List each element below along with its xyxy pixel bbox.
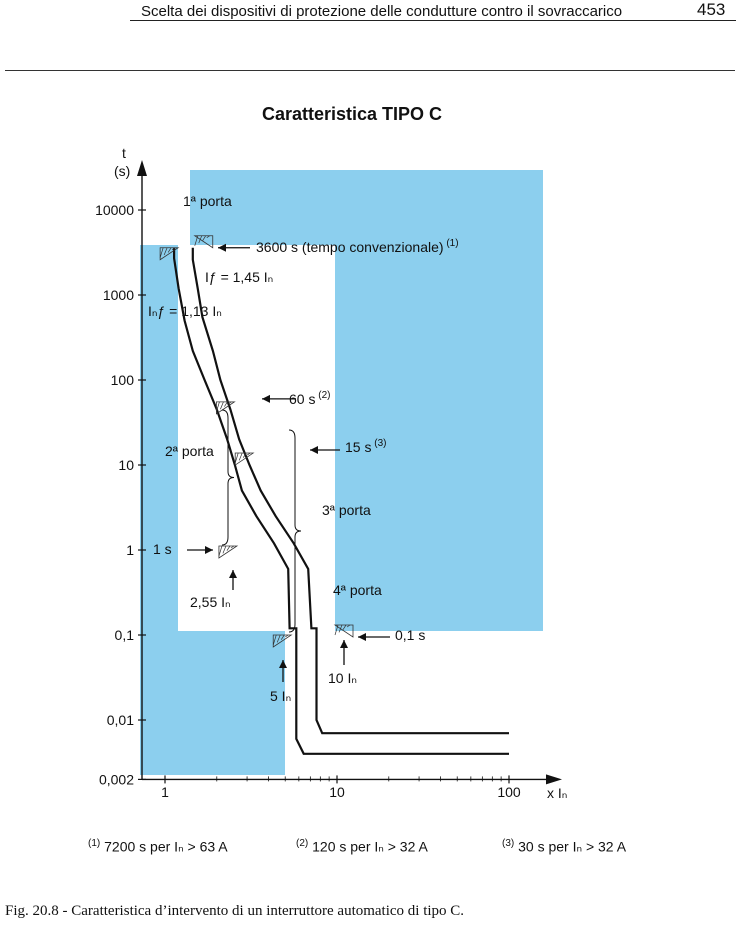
y-tick-label-4: 1: [126, 542, 134, 558]
hatch-60s-hatch-7: [220, 402, 223, 409]
y-axis-arrow: [137, 160, 147, 176]
y-tick-label-2: 100: [110, 372, 134, 388]
footnote-2: $^{(2)}$ 120 s per Iₙ > 32 A: [296, 838, 428, 855]
y-tick-label-5: 0,1: [114, 627, 134, 643]
annotation-7: 3ª porta: [322, 502, 371, 518]
footnote-3-text: 30 s per Iₙ > 32 A: [518, 838, 627, 855]
arrow-60s-head: [262, 395, 270, 403]
annotation-12: 10 Iₙ: [328, 670, 357, 686]
annotation-11: 0,1 s: [395, 627, 426, 643]
x-axis-label: x Iₙ: [547, 785, 568, 801]
figure-caption: Fig. 20.8 - Caratteristica d’intervento di un interruttore automatico di tipo C.: [5, 903, 465, 919]
x-axis-arrow: [546, 774, 562, 784]
arrow-255In-head: [229, 570, 237, 578]
y-tick-label-7: 0,002: [98, 771, 134, 788]
y-axis-label: t: [122, 145, 126, 161]
x-tick-label-1: 10: [329, 784, 345, 800]
brace-porta-3: [289, 430, 301, 632]
highlight-left: [140, 245, 178, 775]
annotation-8: 1 s: [153, 541, 172, 557]
y-axis-unit: (s): [114, 163, 131, 179]
annotation-0: 1ª porta: [183, 193, 232, 209]
hatch-15s-hatch-3: [235, 453, 238, 463]
x-tick-label-2: 100: [497, 784, 521, 800]
annotation-13: 5 Iₙ: [270, 688, 292, 704]
footnote-3: $^{(3)}$ 30 s per Iₙ > 32 A: [502, 838, 627, 855]
annotation-6: 2ª porta: [165, 443, 214, 459]
x-tick-label-0: 1: [161, 784, 169, 800]
annotation-5: 15 s $^{(3)}$: [345, 438, 387, 455]
hatch-1s-hatch-11: [227, 546, 230, 551]
page-number: 453: [697, 0, 726, 19]
hatch-1s-hatch-7: [223, 546, 226, 553]
footnote-1: $^{(1)}$ 7200 s per Iₙ > 63 A: [88, 838, 228, 855]
arrow-01s-head: [358, 633, 366, 641]
annotation-3: Iₙƒ = 1,13 Iₙ: [148, 303, 222, 319]
arrow-10In-head: [340, 640, 348, 648]
annotation-1: 3600 s (tempo convenzionale) $^{(1)}$: [256, 238, 459, 255]
highlight-bottom: [178, 631, 285, 775]
annotation-9: 2,55 Iₙ: [190, 594, 231, 610]
y-tick-label-6: 0,01: [106, 712, 134, 728]
header-title: Scelta dei dispositivi di protezione delle condutture contro il sovraccarico: [141, 3, 623, 20]
chart-title: Caratteristica TIPO C: [261, 104, 443, 124]
y-tick-label-1: 1000: [102, 287, 134, 303]
hatch-60s-hatch-11: [224, 402, 227, 407]
footnote-1-text: 7200 s per Iₙ > 63 A: [104, 838, 228, 855]
annotation-4: 60 s $^{(2)}$: [289, 390, 331, 407]
annotation-10: 4ª porta: [333, 582, 382, 598]
hatch-15s-hatch-7: [239, 453, 242, 460]
hatch-1s-hatch-3: [219, 546, 222, 556]
arrow-1s-head: [205, 546, 213, 554]
annotation-2: Iƒ = 1,45 Iₙ: [205, 269, 274, 285]
y-tick-label-3: 10: [118, 457, 134, 473]
arrow-15s-head: [310, 446, 318, 454]
footnote-2-text: 120 s per Iₙ > 32 A: [312, 838, 428, 855]
y-tick-label-0: 10000: [95, 202, 134, 218]
